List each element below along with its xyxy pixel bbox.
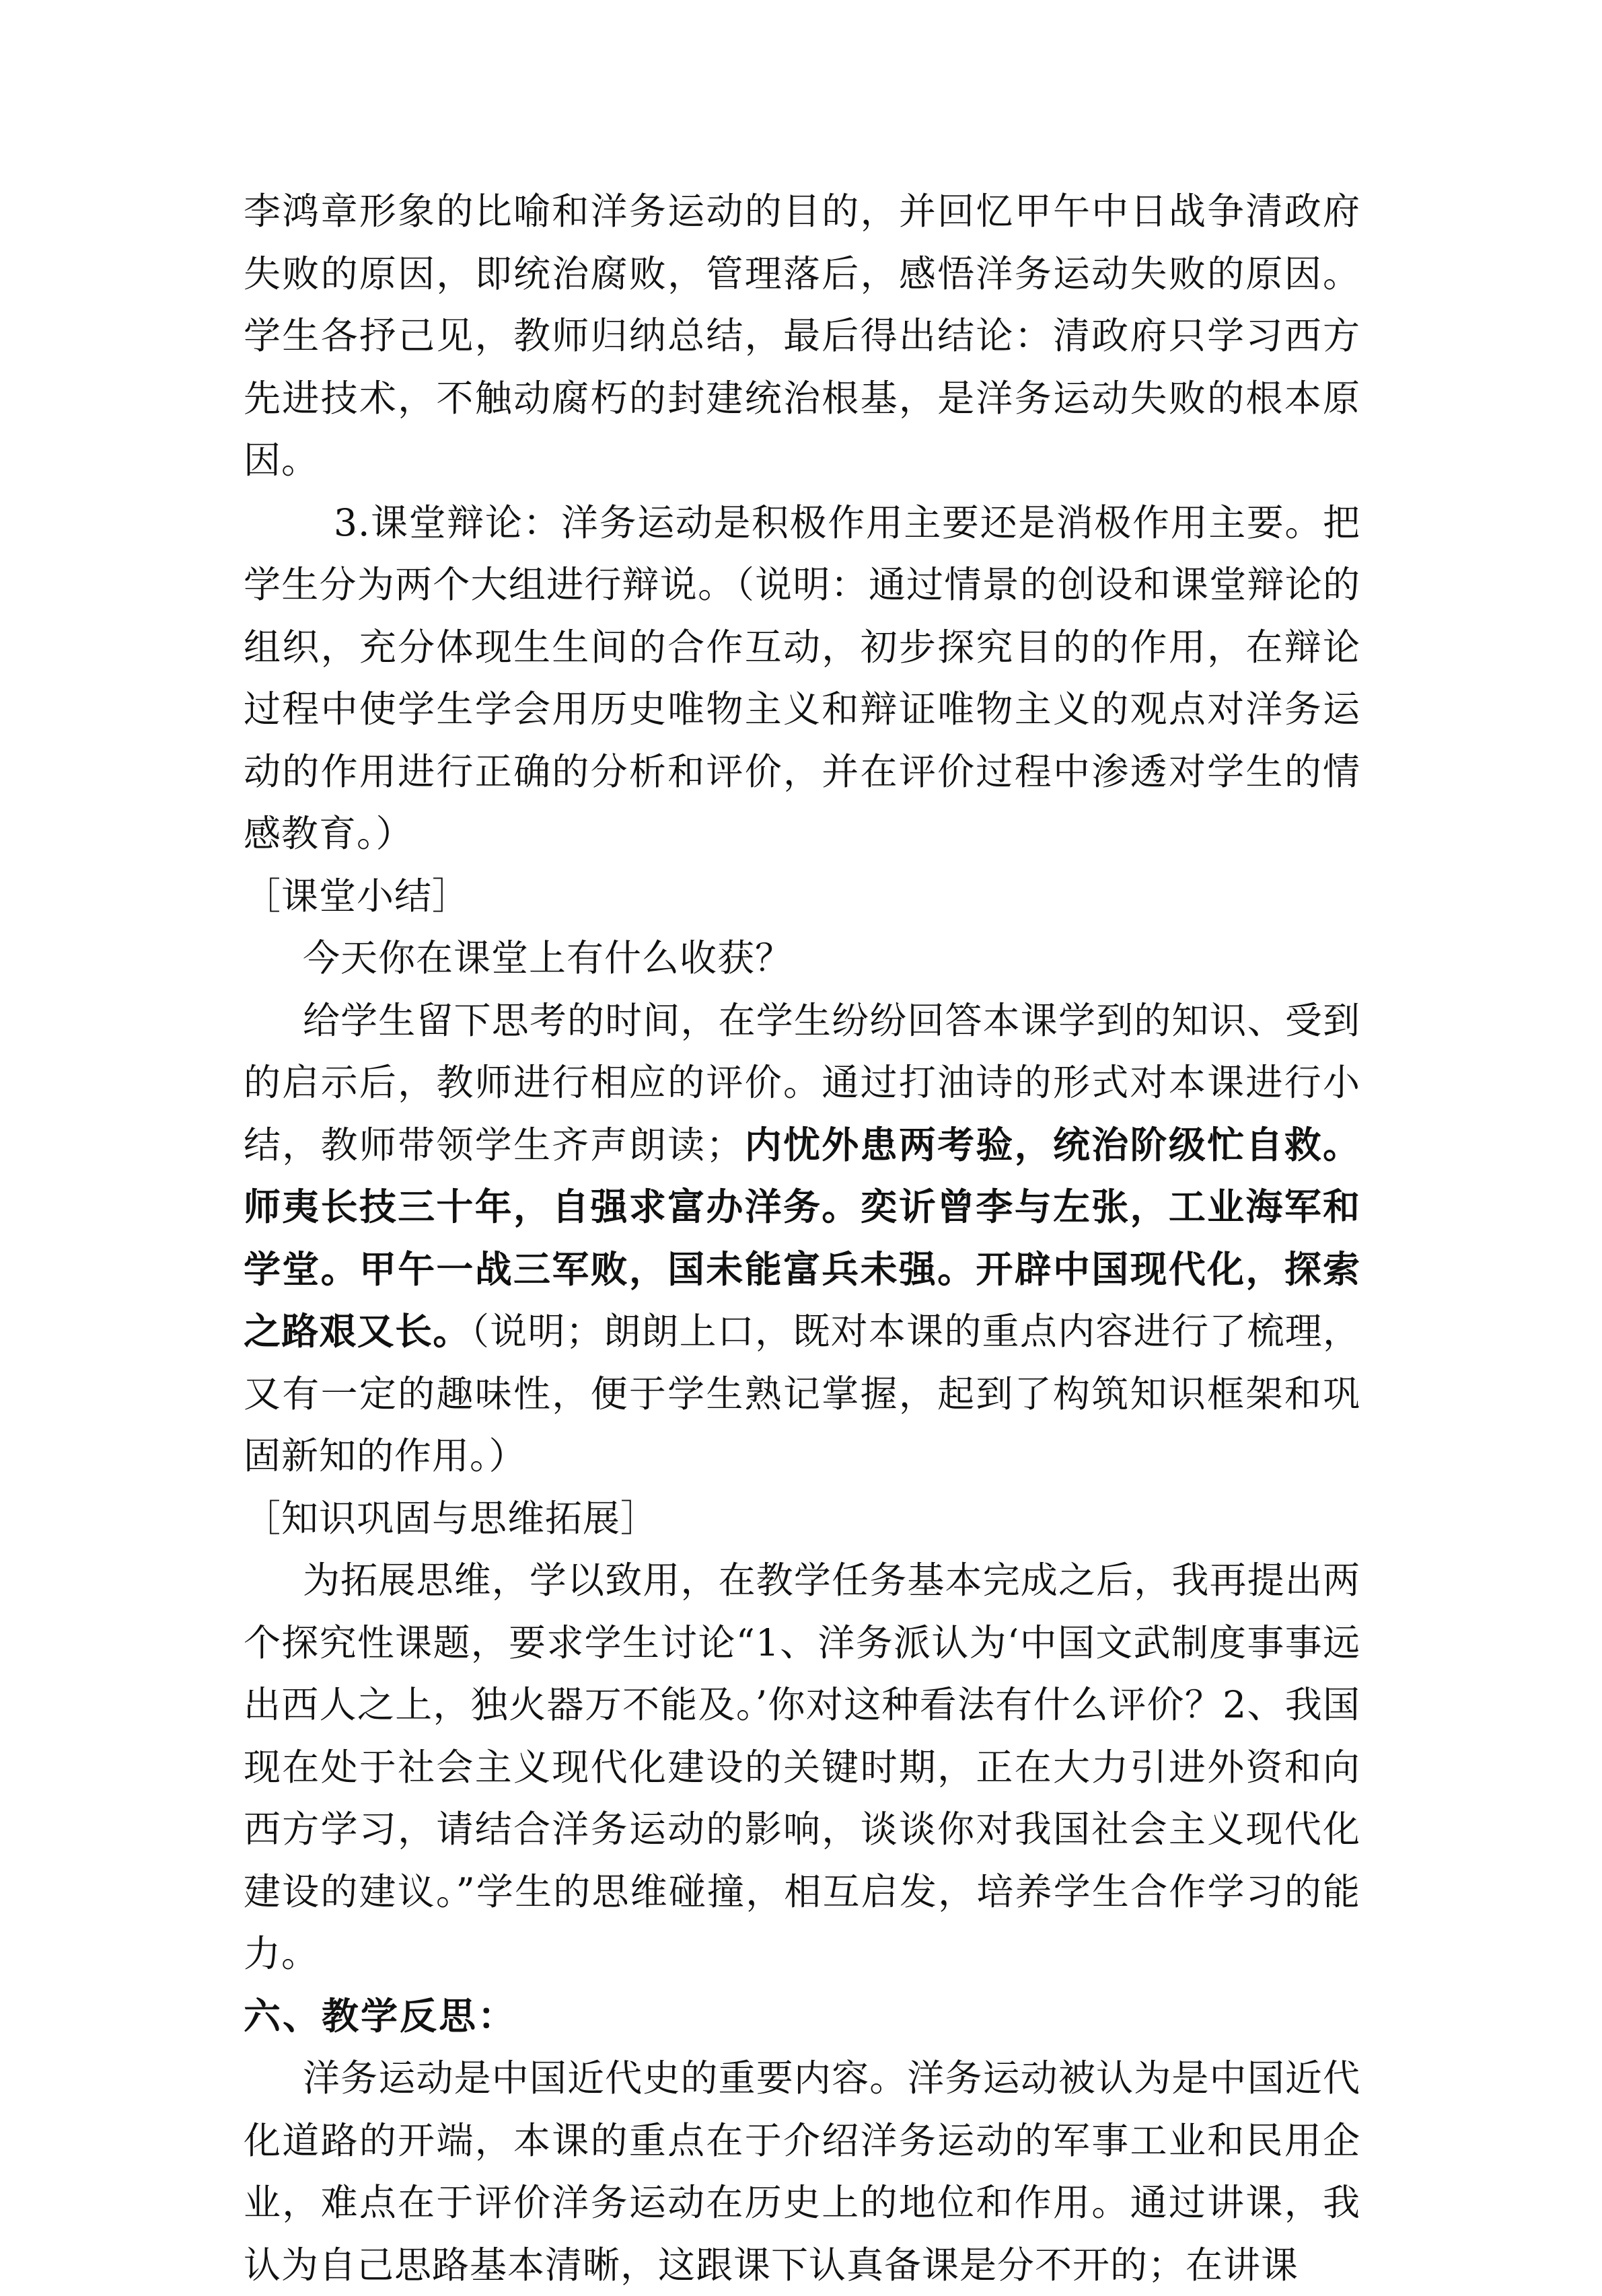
- summary-poem-text: 内忧外患两考验，统治阶级忙自救。师夷长技三十年，自强求富办洋务。奕䜣曾李与左张，工业海军和学堂。甲午一战三军败，国未能富兵未强。开辟中国现代化，探索之路艰又长。: [244, 1122, 1360, 1353]
- document-body: [244, 180, 1360, 2296]
- paragraph-question: 今天你在课堂上有什么收获？: [303, 936, 793, 979]
- summary-note-text: （说明；朗朗上口，既对本课的重点内容进行了梳理，又有一定的趣味性，便于学生熟记掌握，起到了构筑知识框架和巩固新知的作用。）: [244, 1310, 1360, 1477]
- paragraph-inquiry-topics: 为拓展思维，学以致用，在教学任务基本完成之后，我再提出两个探究性课题，要求学生讨论“1、洋务派认为‘中国文武制度事事远出西人之上，独火器万不能及。’你对这种看法有什么评价？2、我国现在处于社会主义现代化建设的关键时期，正在大力引进外资和向西方学习，请结合洋务运动的影响，谈谈你对我国社会主义现代化建设的建议。”学生的思维碰撞，相互启发，培养学生合作学习的能力。: [244, 1559, 1360, 1975]
- section-heading-class-summary: ［课堂小结］: [244, 874, 470, 918]
- section-heading-knowledge-extension: ［知识巩固与思维拓展］: [244, 1496, 659, 1540]
- paragraph-westernization-failure: 李鸿章形象的比喻和洋务运动的目的，并回忆甲午中日战争清政府失败的原因，即统治腐败，管理落后，感悟洋务运动失败的原因。学生各抒己见，教师归纳总结，最后得出结论：清政府只学习西方先进技术，不触动腐朽的封建统治根基，是洋务运动失败的根本原因。: [244, 190, 1360, 482]
- paragraph-classroom-debate: 3.课堂辩论：洋务运动是积极作用主要还是消极作用主要。把学生分为两个大组进行辩说。（说明：通过情景的创设和课堂辩论的组织，充分体现生生间的合作互动，初步探究目的的作用，在辩论过程中使学生学会用历史唯物主义和辩证唯物主义的观点对洋务运动的作用进行正确的分析和评价，并在评价过程中渗透对学生的情感教育。）: [244, 501, 1360, 855]
- summary-intro-text: 给学生留下思考的时间，在学生纷纷回答本课学到的知识、受到的启示后，教师进行相应的评价。通过打油诗的形式对本课进行小结，教师带领学生齐声朗读；: [244, 998, 1360, 1166]
- section-heading-teaching-reflection: 六、教学反思：: [244, 1993, 517, 2038]
- paragraph-summary-poem: [244, 990, 1360, 1487]
- paragraph-reflection: 洋务运动是中国近代史的重要内容。洋务运动被认为是中国近代化道路的开端，本课的重点在于介绍洋务运动的军事工业和民用企业，难点在于评价洋务运动在历史上的地位和作用。通过讲课，我认为自己思路基本清晰，这跟课下认真备课是分不开的；在讲课: [244, 2057, 1360, 2287]
